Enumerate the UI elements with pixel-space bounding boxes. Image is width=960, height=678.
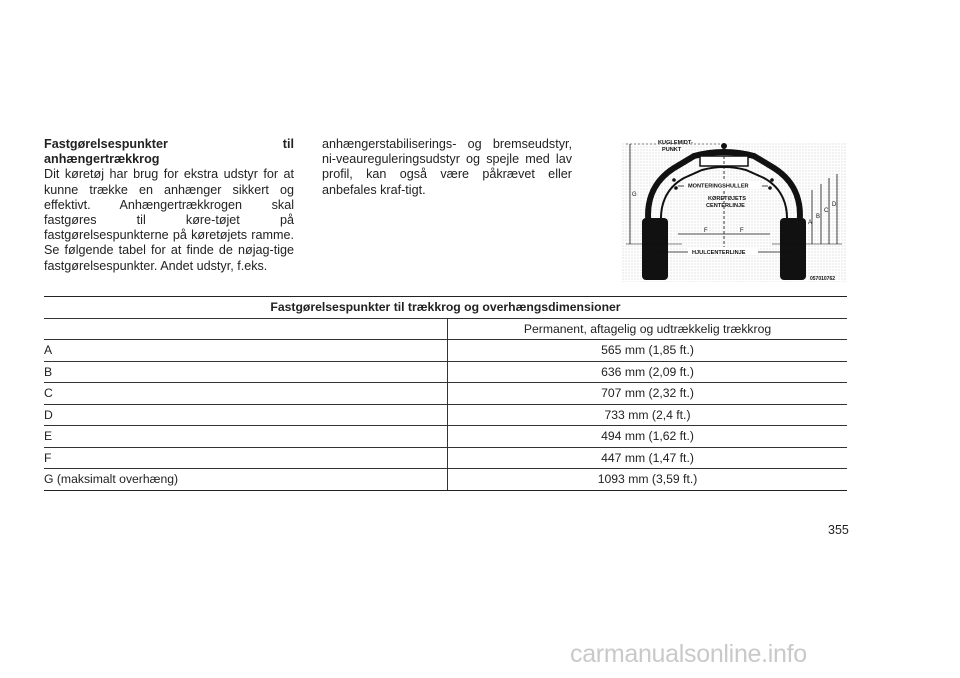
mounting-hole — [770, 178, 774, 182]
dim-label-f-right: F — [740, 228, 744, 234]
row-label: A — [44, 340, 448, 362]
row-label: F — [44, 447, 448, 469]
row-label: G (maksimalt overhæng) — [44, 469, 448, 491]
label-vehicle-centerline-2: CENTERLINJE — [706, 203, 745, 209]
left-text-column — [44, 137, 294, 274]
left-body-text: Dit køretøj har brug for ekstra udstyr for at kunne trække en anhænger sikkert og effektivt. Anhængertrækkrogen skal fastgøres til køre-tøjet på fastgørelsespunkterne på køretøjets ramme. Se følgende tabel for at finde de nøjag-tige fastgørelsespunkter. Andet udstyr, f.eks. — [44, 167, 294, 273]
watermark: carmanualsonline.info — [570, 640, 807, 668]
dim-label-f-left: F — [704, 228, 708, 234]
row-label: B — [44, 361, 448, 383]
table-row — [44, 361, 847, 383]
section-heading: Fastgørelsespunkter til anhængertrækkrog — [44, 137, 294, 167]
row-value: 1093 mm (3,59 ft.) — [448, 469, 848, 491]
dimensions-table — [44, 296, 847, 491]
dim-label-a: A — [808, 220, 813, 226]
row-value: 707 mm (2,32 ft.) — [448, 383, 848, 405]
figure-code: 057010762 — [810, 276, 836, 282]
hitch-diagram — [622, 134, 846, 284]
page-number: 355 — [828, 523, 849, 537]
table-row — [44, 447, 847, 469]
mounting-hole — [672, 178, 676, 182]
row-label: E — [44, 426, 448, 448]
row-value: 636 mm (2,09 ft.) — [448, 361, 848, 383]
table-title: Fastgørelsespunkter til trækkrog og overhængsdimensioner — [44, 297, 847, 319]
mounting-hole — [768, 186, 772, 190]
row-value: 565 mm (1,85 ft.) — [448, 340, 848, 362]
mounting-hole — [674, 186, 678, 190]
row-label: C — [44, 383, 448, 405]
table-row — [44, 383, 847, 405]
table-row — [44, 426, 847, 448]
dim-label-c: C — [824, 208, 829, 214]
row-label: D — [44, 404, 448, 426]
right-wheel — [780, 218, 806, 280]
row-value: 494 mm (1,62 ft.) — [448, 426, 848, 448]
label-wheel-centerline: HJULCENTERLINJE — [692, 250, 746, 256]
table-subheader: Permanent, aftagelig og udtrækkelig trækkrog — [448, 318, 848, 340]
table-corner-cell — [44, 318, 448, 340]
row-value: 447 mm (1,47 ft.) — [448, 447, 848, 469]
row-value: 733 mm (2,4 ft.) — [448, 404, 848, 426]
middle-text-column — [322, 137, 572, 198]
label-ball-center-1: KUGLEMIDT- — [658, 140, 693, 146]
dim-label-d: D — [832, 202, 837, 208]
middle-body-text: anhængerstabiliserings- og bremseudstyr, ni-veaureguleringsudstyr og spejle med lav profil, kan også være påkrævet eller anbefales kraf-tigt. — [322, 137, 572, 197]
label-ball-center-2: PUNKT — [662, 147, 682, 153]
dim-label-g: G — [632, 192, 637, 198]
label-vehicle-centerline-1: KØRETØJETS — [708, 196, 746, 202]
table-row — [44, 404, 847, 426]
table-row — [44, 469, 847, 491]
table-row — [44, 340, 847, 362]
dim-label-b: B — [816, 214, 821, 220]
left-wheel — [642, 218, 668, 280]
label-mounting-holes: MONTERINGSHULLER — [688, 183, 749, 190]
